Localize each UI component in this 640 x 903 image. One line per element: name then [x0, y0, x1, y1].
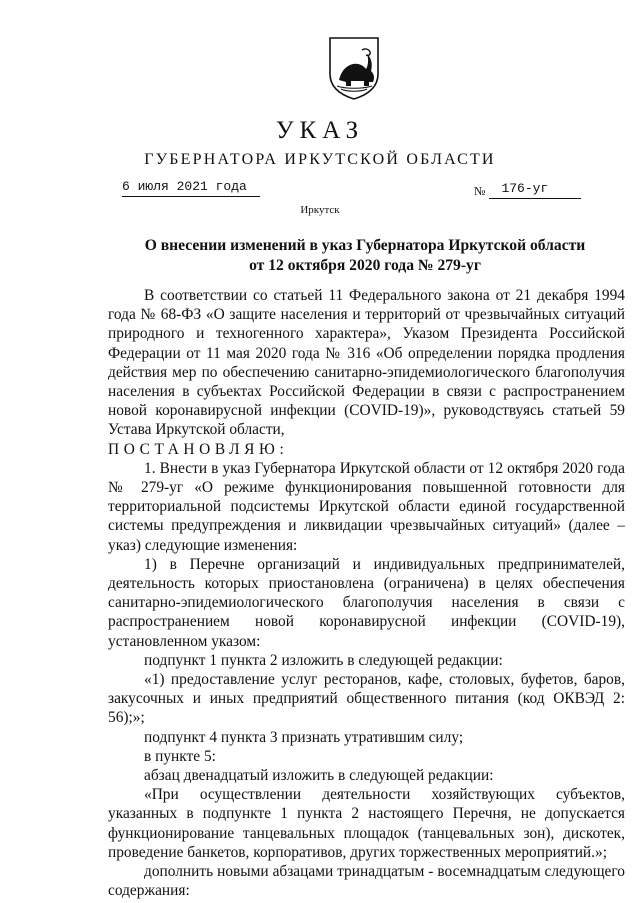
body-paragraph: 1. Внести в указ Губернатора Иркутской области от 12 октября 2020 года № 279-уг «О режиме функционирования повышенной готовности для территориальной подсистемы Иркутской области единой государственной системы предупреждения и ликвидации чрезвычайных ситуаций» (далее – указ) следующие изменения:	[108, 459, 625, 554]
document-number-block	[474, 179, 581, 199]
resolution-keyword: ПОСТАНОВЛЯЮ:	[108, 440, 289, 458]
body-paragraph: «При осуществлении деятельности хозяйствующих субъектов, указанных в подпункте 1 пункта 2 настоящего Перечня, не допускается функционирование танцевальных площадок (танцевальных зон), дискотек, проведение банкетов, корпоративов, других торжественных мероприятий.»;	[108, 786, 625, 861]
document-title	[110, 236, 620, 276]
document-body	[108, 286, 625, 901]
body-paragraph: 1) в Перечне организаций и индивидуальных предпринимателей, деятельность которых приостановлена (ограничена) в целях обеспечения санитарно-эпидемиологического благополучия населения в связи с распространением новой коронавирусной инфекции (COVID-19), установленном указом:	[108, 555, 625, 650]
body-paragraph: в пункте 5:	[144, 747, 216, 765]
document-city: Иркутск	[300, 204, 340, 216]
document-date: 6 июля 2021 года	[122, 179, 260, 197]
preamble-paragraph: В соответствии со статьей 11 Федерального закона от 21 декабря 1994 года № 68-ФЗ «О защите населения и территорий от чрезвычайных ситуаций природного и техногенного характера», Указом Президента Российской Федерации от 11 мая 2020 года № 316 «Об определении порядка продления действия мер по обеспечению санитарно-эпидемиологического благополучия населения в субъектах Российской Федерации в связи с распространением новой коронавирусной инфекции (COVID-19)», руководствуясь статьей 59 Устава Иркутской области,	[108, 287, 625, 439]
body-paragraph: подпункт 4 пункта 3 признать утратившим силу;	[144, 728, 464, 746]
document-number: 176-уг	[489, 181, 581, 199]
number-sign: №	[474, 184, 486, 198]
document-title-line-2: от 12 октября 2020 года № 279-уг	[249, 257, 481, 274]
body-paragraph: подпункт 1 пункта 2 изложить в следующей редакции:	[144, 651, 503, 669]
irkutsk-coat-of-arms-icon	[327, 36, 381, 100]
body-paragraph: дополнить новыми абзацами тринадцатым - восемнадцатым следующего содержания:	[108, 863, 625, 900]
body-paragraph: «1) предоставление услуг ресторанов, кафе, столовых, буфетов, баров, закусочных и иных предприятий общественного питания (код ОКВЭД 2: 56);»;	[108, 671, 625, 727]
issuer-title: ГУБЕРНАТОРА ИРКУТСКОЙ ОБЛАСТИ	[144, 151, 496, 168]
document-title-line-1: О внесении изменений в указ Губернатора Иркутской области	[144, 237, 586, 254]
body-paragraph: абзац двенадцатый изложить в следующей редакции:	[144, 767, 494, 785]
document-type-title: УКАЗ	[275, 117, 365, 144]
